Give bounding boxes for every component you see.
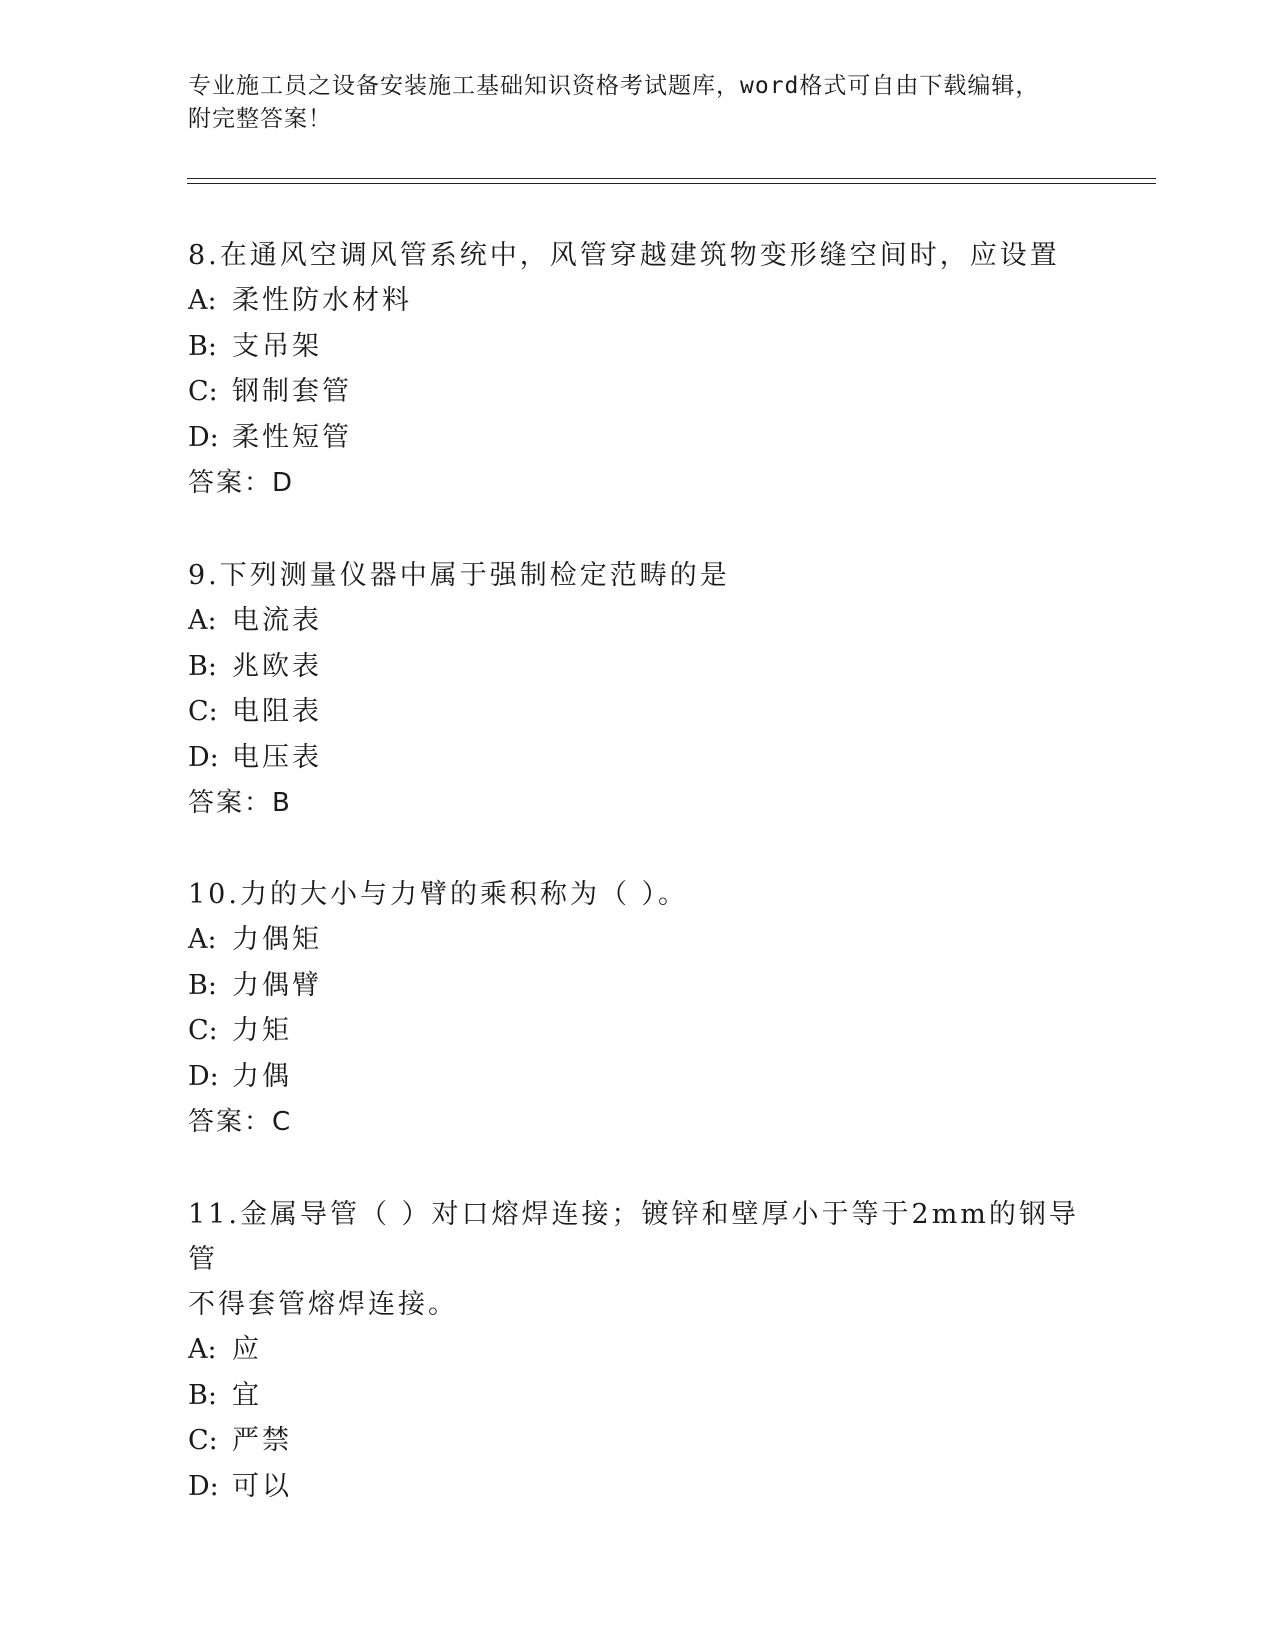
option-letter: A:: [188, 605, 217, 636]
option-a: [188, 598, 1108, 644]
option-b: [188, 324, 1108, 370]
option-text: 柔性短管: [232, 421, 352, 453]
option-text: 严禁: [232, 1425, 292, 1456]
option-text: 力偶臂: [232, 969, 322, 1001]
option-letter: C:: [188, 1015, 218, 1046]
answer-label: 答案：D: [188, 468, 295, 498]
option-text: 柔性防水材料: [232, 285, 412, 316]
answer-label: 答案：B: [188, 788, 292, 818]
header-divider-top: [187, 178, 1156, 179]
option-text: 力偶矩: [232, 924, 322, 955]
option-text: 兆欧表: [232, 650, 322, 682]
question-text: 8.在通风空调风管系统中，风管穿越建筑物变形缝空间时，应设置: [188, 240, 1060, 271]
option-a: [188, 1327, 1108, 1373]
option-a: [188, 917, 1108, 963]
option-letter: B:: [188, 650, 217, 682]
answer-label: 答案：C: [188, 1107, 293, 1137]
option-text: 电流表: [232, 605, 322, 636]
header-line-1: 专业施工员之设备安装施工基础知识资格考试题库，word格式可自由下载编辑，: [188, 73, 1040, 99]
option-d: [188, 1054, 1108, 1100]
option-c: [188, 1008, 1108, 1054]
option-text: 应: [232, 1334, 262, 1365]
option-c: [188, 689, 1108, 735]
question-text: 9.下列测量仪器中属于强制检定范畴的是: [188, 560, 730, 591]
option-letter: C:: [188, 696, 218, 727]
question-text-line-2: 不得套管熔焊连接。: [188, 1289, 458, 1320]
header-line-2: 附完整答案！: [188, 106, 332, 132]
option-letter: A:: [188, 1334, 217, 1365]
option-letter: A:: [188, 924, 217, 955]
question-9: [188, 553, 1108, 826]
option-letter: C:: [188, 376, 218, 407]
option-letter: B:: [188, 330, 217, 362]
option-letter: D:: [188, 421, 219, 453]
option-letter: C:: [188, 1425, 218, 1456]
option-text: 电阻表: [232, 696, 322, 727]
option-c: [188, 369, 1108, 415]
option-b: [188, 963, 1108, 1009]
option-b: [188, 1373, 1108, 1419]
question-text-line-1: 11.金属导管（ ）对口熔焊连接；镀锌和壁厚小于等于2mm的钢导管: [188, 1199, 1079, 1275]
question-10: [188, 872, 1108, 1145]
option-text: 可以: [232, 1470, 292, 1502]
option-text: 电压表: [232, 741, 322, 773]
option-c: [188, 1418, 1108, 1464]
option-a: [188, 278, 1108, 324]
option-letter: D:: [188, 1470, 219, 1502]
option-letter: B:: [188, 1379, 217, 1411]
question-11: [188, 1192, 1108, 1509]
option-text: 支吊架: [232, 330, 322, 362]
option-letter: D:: [188, 741, 219, 773]
option-text: 力矩: [232, 1015, 292, 1046]
option-letter: B:: [188, 969, 217, 1001]
document-header: [188, 70, 1068, 136]
option-d: [188, 1464, 1108, 1510]
header-divider-bottom: [187, 183, 1156, 184]
option-letter: A:: [188, 285, 217, 316]
option-text: 钢制套管: [232, 376, 352, 407]
option-d: [188, 735, 1108, 781]
option-text: 宜: [232, 1379, 262, 1411]
option-text: 力偶: [232, 1060, 292, 1092]
option-letter: D:: [188, 1060, 219, 1092]
option-d: [188, 415, 1108, 461]
question-text: 10.力的大小与力臂的乘积称为（ ）。: [188, 879, 689, 910]
option-b: [188, 644, 1108, 690]
question-8: [188, 233, 1108, 506]
